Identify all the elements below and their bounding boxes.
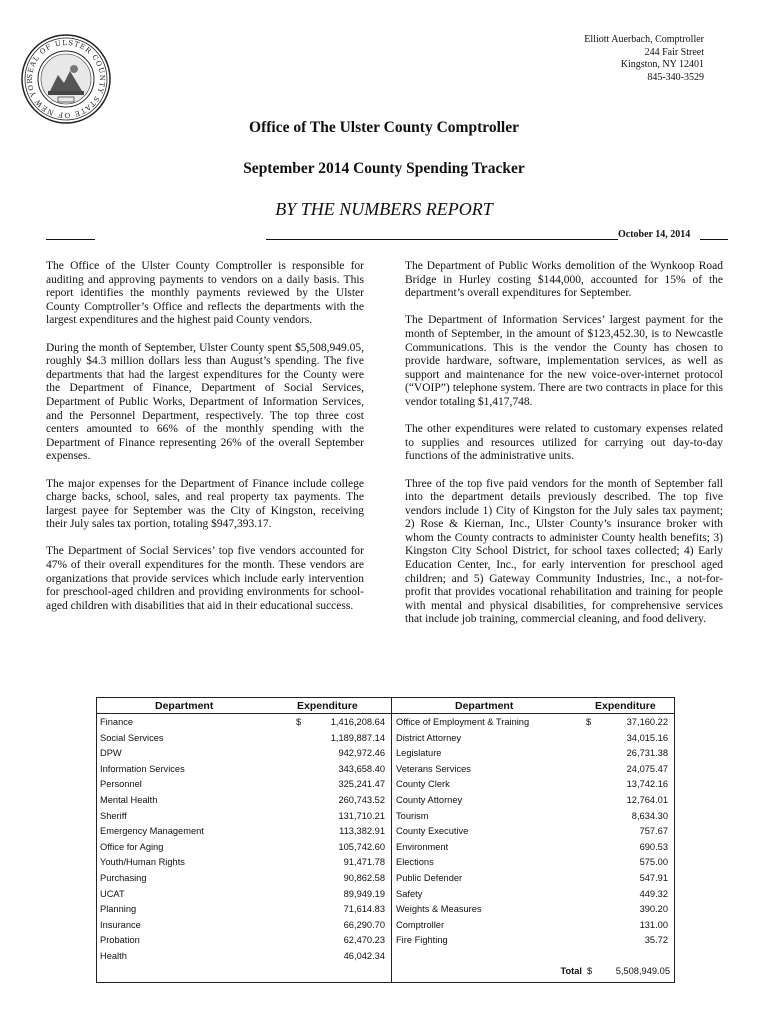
expenditure-amount: 390.20 [639, 904, 668, 915]
paragraph: During the month of September, Ulster County spent $5,508,949.05, roughly $4.3 million dollars less than August’s spending. The five departments that had the largest expenditures for the County were the Department of Finance, Department of Social Services, Department of Public Works, Department of Information Services, and the Personnel Department, respectively. The top three cost centers amounted to 66% of the monthly spending with the Department of Finance representing 26% of the overall September expenses. [46, 341, 364, 463]
table-row [396, 763, 668, 779]
paragraph: The Department of Information Services’ largest payment for the month of September, in the amount of $123,452.30, is to Newcastle Communications. This is the vendor the County has chosen to provide hardware, software, implementation services, as well as support and maintenance for the new voice-over-internet protocol (“VOIP”) telephone system. There are two contracts in place for this vendor totaling $1,417,748. [405, 314, 723, 408]
expenditure-amount: 131,710.21 [338, 810, 385, 821]
department-name: Finance [100, 717, 134, 727]
table-row [396, 841, 668, 857]
table-row [396, 778, 668, 794]
table-row [100, 732, 385, 748]
report-subtitle: BY THE NUMBERS REPORT [275, 199, 493, 219]
county-seal [20, 33, 112, 125]
left-rows [100, 716, 385, 966]
table-row [100, 763, 385, 779]
expenditure-amount: 343,658.40 [338, 763, 385, 774]
department-name: Weights & Measures [396, 904, 482, 915]
header-underline [392, 713, 674, 714]
department-name: Public Defender [396, 872, 463, 883]
table-row [100, 716, 385, 732]
table-row [396, 732, 668, 748]
expenditure-amount: 12,764.01 [626, 794, 668, 805]
expenditure-amount: 62,470.23 [343, 935, 385, 946]
expenditure-amount: 1,416,208.64 [330, 717, 385, 727]
table-row [396, 856, 668, 872]
table-header-expenditure: Expenditure [297, 700, 358, 712]
expenditure-amount: 8,634.30 [631, 810, 668, 821]
department-name: Insurance [100, 919, 141, 930]
expenditure-amount: 46,042.34 [343, 950, 385, 961]
department-name: District Attorney [396, 732, 462, 743]
expenditure-amount: 24,075.47 [626, 763, 668, 774]
expenditure-amount: 1,189,887.14 [330, 732, 385, 743]
seal-lettering: SEAL OF ULSTER COUNTY STATE OF NEW YOR [25, 38, 107, 120]
department-name: Emergency Management [100, 826, 204, 837]
report-title: September 2014 County Spending Tracker [243, 160, 525, 177]
expenditure-amount: 34,015.16 [626, 732, 668, 743]
table-row [100, 825, 385, 841]
table-row [100, 919, 385, 935]
department-name: Social Services [100, 732, 164, 743]
total-value: 5,508,949.05 [615, 966, 670, 976]
table-row [100, 778, 385, 794]
department-name: Youth/Human Rights [100, 857, 185, 868]
table-row [396, 810, 668, 826]
table-row [396, 934, 668, 950]
table-row [396, 903, 668, 919]
paragraph: The other expenditures were related to customary expenses related to supplies and resources utilized for carrying out day-to-day functions of the administrative units. [405, 423, 723, 463]
department-name: Veterans Services [396, 763, 471, 774]
header-underline [97, 713, 391, 714]
comptroller-address [584, 34, 704, 84]
table-row [100, 841, 385, 857]
table-row [100, 810, 385, 826]
table-header-expenditure: Expenditure [595, 700, 656, 712]
department-name: Probation [100, 935, 140, 946]
currency-symbol: $ [296, 717, 302, 727]
department-name: Sheriff [100, 810, 127, 821]
table-row [100, 934, 385, 950]
left-text-column [46, 260, 364, 627]
department-name: Safety [396, 888, 423, 899]
expenditure-amount: 690.53 [639, 841, 668, 852]
table-row [396, 872, 668, 888]
department-name: Personnel [100, 779, 142, 790]
expenditure-amount: 575.00 [639, 857, 668, 868]
department-name: Purchasing [100, 872, 147, 883]
expenditure-amount: 13,742.16 [626, 779, 668, 790]
expenditure-amount: 90,862.58 [343, 872, 385, 883]
department-name: County Executive [396, 826, 469, 837]
expenditure-table [96, 697, 675, 983]
right-text-column [405, 260, 723, 641]
header-rule [700, 239, 728, 240]
address-line: 244 Fair Street [644, 46, 704, 58]
table-row [100, 747, 385, 763]
total-currency: $ [587, 966, 593, 976]
table-total-row [97, 964, 674, 980]
total-label: Total [560, 966, 582, 976]
department-name: County Attorney [396, 794, 463, 805]
table-row [396, 794, 668, 810]
paragraph: The major expenses for the Department of Finance include college charge backs, school, sales, and real property tax payments. The largest payee for September was the City of Kingston, receiving their July sales tax portion, totaling $947,393.17. [46, 477, 364, 531]
department-name: UCAT [100, 888, 125, 899]
address-line: Elliott Auerbach, Comptroller [584, 34, 704, 45]
department-name: Office of Employment & Training [396, 717, 530, 727]
expenditure-amount: 71,614.83 [343, 904, 385, 915]
table-row [100, 856, 385, 872]
department-name: County Clerk [396, 779, 450, 790]
expenditure-amount: 89,949.19 [343, 888, 385, 899]
expenditure-amount: 26,731.38 [626, 748, 668, 759]
expenditure-amount: 325,241.47 [338, 779, 385, 790]
expenditure-amount: 91,471.78 [343, 857, 385, 868]
table-header-department: Department [455, 700, 514, 712]
expenditure-amount: 942,972.46 [338, 748, 385, 759]
expenditure-amount: 131.00 [639, 919, 668, 930]
department-name: DPW [100, 748, 122, 759]
table-header-department: Department [155, 700, 214, 712]
paragraph: The Department of Public Works demolition of the Wynkoop Road Bridge in Hurley costing $144,000, accounted for 15% of the department’s overall expenditures for September. [405, 260, 723, 300]
department-name: Information Services [100, 763, 185, 774]
table-row [396, 919, 668, 935]
expenditure-amount: 260,743.52 [338, 794, 385, 805]
table-row [100, 872, 385, 888]
expenditure-amount: 449.32 [639, 888, 668, 899]
table-row [100, 794, 385, 810]
department-name: Fire Fighting [396, 935, 448, 946]
expenditure-amount: 547.91 [639, 872, 668, 883]
report-date: October 14, 2014 [618, 229, 691, 240]
header-rule [266, 239, 618, 240]
expenditure-amount: 105,742.60 [338, 841, 385, 852]
address-line: 845-340-3529 [647, 71, 704, 83]
paragraph: The Department of Social Services’ top five vendors accounted for 47% of their overall expenditures for the month. These vendors are organizations that provide services which include early intervention for preschool-aged children and providing environments for school-aged children with disabilities that aid in their educational success. [46, 545, 364, 612]
expenditure-amount: 35.72 [644, 935, 668, 946]
office-title: Office of The Ulster County Comptroller [249, 119, 519, 136]
table-row [100, 888, 385, 904]
currency-symbol: $ [586, 717, 592, 727]
table-row [396, 747, 668, 763]
department-name: Mental Health [100, 794, 158, 805]
department-name: Tourism [396, 810, 429, 821]
address-line: Kingston, NY 12401 [620, 59, 704, 70]
paragraph: The Office of the Ulster County Comptroller is responsible for auditing and approving payments to vendors on a daily basis. This report identifies the monthly payments reviewed by the Ulster County Comptroller’s Office and reflects the departments with the largest expenditures and the highest paid County vendors. [46, 260, 364, 327]
table-row [396, 825, 668, 841]
header-rule [46, 239, 95, 240]
table-row [100, 903, 385, 919]
department-name: Office for Aging [100, 841, 164, 852]
department-name: Elections [396, 857, 434, 868]
expenditure-amount: 757.67 [639, 826, 668, 837]
expenditure-amount: 37,160.22 [626, 717, 668, 727]
department-name: Environment [396, 841, 449, 852]
table-row [396, 888, 668, 904]
expenditure-amount: 66,290.70 [343, 919, 385, 930]
table-row [396, 716, 668, 732]
department-name: Health [100, 950, 127, 961]
department-name: Planning [100, 904, 137, 915]
paragraph: Three of the top five paid vendors for the month of September fall into the department details previously described. The top five vendors include 1) City of Kingston for the July sales tax payment; 2) Rose & Kiernan, Inc., Ulster County’s insurance broker with whom the County contracts to administer County health benefits; 3) Kingston City School District, for school taxes collected; 4) Early Education Center, Inc., for early intervention for preschool aged children; and 5) Gateway Community Industries, Inc., a not-for-profit that provides vocational rehabilitation and training for people with mental and physical disabilities, for comprehensive services that include job training, commercial cleaning, and food delivery. [405, 477, 723, 626]
table-divider [391, 698, 392, 982]
department-name: Comptroller [396, 919, 445, 930]
department-name: Legislature [396, 748, 442, 759]
expenditure-amount: 113,382.91 [339, 826, 385, 837]
right-rows [396, 716, 668, 950]
